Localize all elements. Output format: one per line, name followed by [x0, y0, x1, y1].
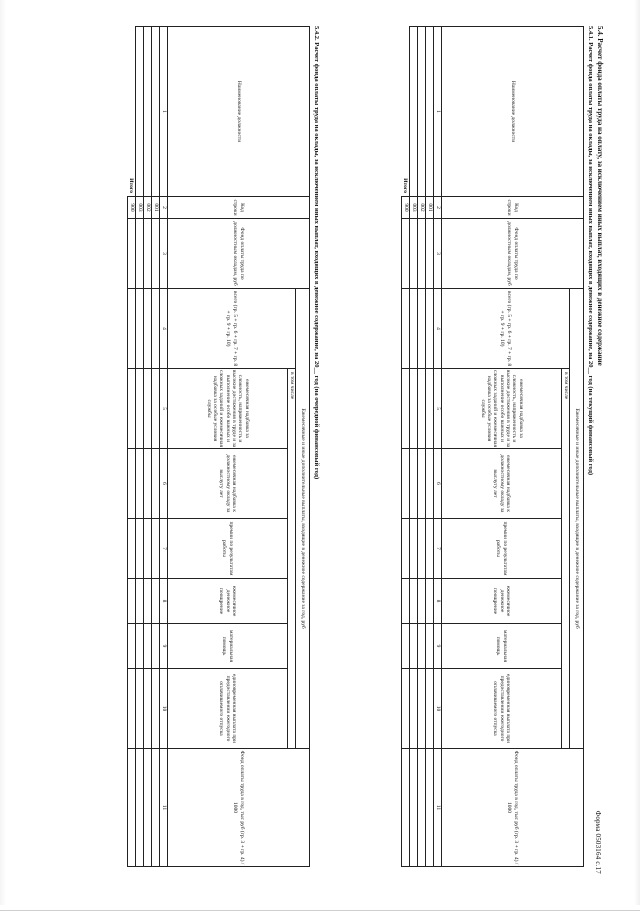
total-row	[128, 27, 136, 867]
col-number: 4	[434, 289, 442, 369]
header-fund: Фонд оплаты труда по должностным окладам, руб	[168, 219, 310, 289]
header-c9: материальная помощь	[168, 624, 288, 669]
header-c8: ежемесячное денежное поощрение	[168, 579, 288, 624]
header-c11: Фонд оплаты труда в год, тыс руб (гр. 3 + гр. 4) / 1000	[168, 749, 310, 867]
header-position: Наименование должности	[442, 27, 584, 197]
header-c6: ежемесячная надбавка к должностному окладу за выслугу лет	[442, 449, 562, 519]
col-number: 9	[434, 624, 442, 669]
table-row	[418, 27, 426, 867]
header-c9: материальная помощь	[442, 624, 562, 669]
col-number: 2	[434, 197, 442, 219]
table-row	[136, 27, 144, 867]
total-code: 900	[128, 197, 136, 219]
table-1-title: 5.4.1. Расчет фонда оплаты труда на оклады, за исключением иных выплат, входящих в денежное содержание, на 20__ год (на текущий финансовый год)	[587, 26, 594, 476]
column-number-row	[160, 27, 168, 867]
header-c5: ежемесячная надбавка за сложность, напряженность и высокие достижения в труде и за выполнение особо важных и сложных заданий и ежемесячная надбавка за особые условия службы	[442, 369, 562, 449]
table-2	[127, 26, 310, 867]
header-total: всего (гр. 5 + гр. 6 + гр. 7 + гр. 8 + гр. 9 + гр. 10)	[168, 289, 296, 369]
row-code: 003	[136, 197, 144, 219]
col-number: 3	[160, 219, 168, 289]
header-position: Наименование должности	[168, 27, 310, 197]
header-code: Код строки	[442, 197, 584, 219]
header-total: всего (гр. 5 + гр. 6 + гр. 7 + гр. 8 + гр. 9 + гр. 10)	[442, 289, 570, 369]
row-code: 001	[426, 197, 434, 219]
header-fund: Фонд оплаты труда по должностным окладам, руб	[442, 219, 584, 289]
col-number: 6	[160, 449, 168, 519]
header-c5: ежемесячная надбавка за сложность, напряженность и высокие достижения в труде и за выполнение особо важных и сложных заданий и ежемесячная надбавка за особые условия службы	[168, 369, 288, 449]
col-number: 1	[160, 27, 168, 197]
table-row	[426, 27, 434, 867]
table-row	[152, 27, 160, 867]
header-c11: Фонд оплаты труда в год, тыс руб (гр. 3 + гр. 4) / 1000	[442, 749, 584, 867]
col-number: 7	[434, 519, 442, 579]
total-label: Итого	[128, 178, 135, 193]
col-number: 5	[160, 369, 168, 449]
header-c6: ежемесячная надбавка к должностному окладу за выслугу лет	[168, 449, 288, 519]
col-number: 9	[160, 624, 168, 669]
row-code: 002	[144, 197, 152, 219]
row-code: 002	[418, 197, 426, 219]
table-row	[144, 27, 152, 867]
total-code: 900	[402, 197, 410, 219]
col-number: 4	[160, 289, 168, 369]
table-1	[401, 26, 584, 867]
col-number: 10	[160, 669, 168, 749]
column-number-row	[434, 27, 442, 867]
header-in-that: в том числе	[288, 369, 296, 749]
header-in-that: в том числе	[562, 369, 570, 749]
form-code: Форма 0503164 с.17	[594, 810, 602, 874]
section-title: 5.4. Расчет фонда оплаты труда на оплату, за исключением иных выплат, входящих в денежное содержание	[596, 26, 604, 366]
col-number: 2	[160, 197, 168, 219]
row-code: 003	[410, 197, 418, 219]
table-2-title: 5.4.2. Расчет фонда оплаты труда на оклады, за исключением иных выплат, входящих в денежное содержание, на 20__ год (на очередной финансовый год)	[313, 26, 320, 480]
row-code: 001	[152, 197, 160, 219]
rotated-form-page	[40, 20, 604, 880]
col-number: 8	[434, 579, 442, 624]
col-number: 10	[434, 669, 442, 749]
total-row	[402, 27, 410, 867]
header-code: Код строки	[168, 197, 310, 219]
col-number: 11	[434, 749, 442, 867]
col-number: 6	[434, 449, 442, 519]
header-c10: единовременная выплата при предоставлении ежегодного оплачиваемого отпуска	[442, 669, 562, 749]
col-number: 5	[434, 369, 442, 449]
col-number: 7	[160, 519, 168, 579]
col-number: 11	[160, 749, 168, 867]
table-row	[410, 27, 418, 867]
header-c10: единовременная выплата при предоставлении ежегодного оплачиваемого отпуска	[168, 669, 288, 749]
col-number: 1	[434, 27, 442, 197]
total-label: Итого	[402, 178, 409, 193]
header-c7: премии по результатам работы	[442, 519, 562, 579]
col-number: 3	[434, 219, 442, 289]
header-c7: премии по результатам работы	[168, 519, 288, 579]
header-group: Ежемесячные и иные дополнительные выплаты, входящие в денежное содержание за год, руб	[296, 289, 310, 749]
header-c8: ежемесячное денежное поощрение	[442, 579, 562, 624]
header-group: Ежемесячные и иные дополнительные выплаты, входящие в денежное содержание за год, руб	[570, 289, 584, 749]
col-number: 8	[160, 579, 168, 624]
